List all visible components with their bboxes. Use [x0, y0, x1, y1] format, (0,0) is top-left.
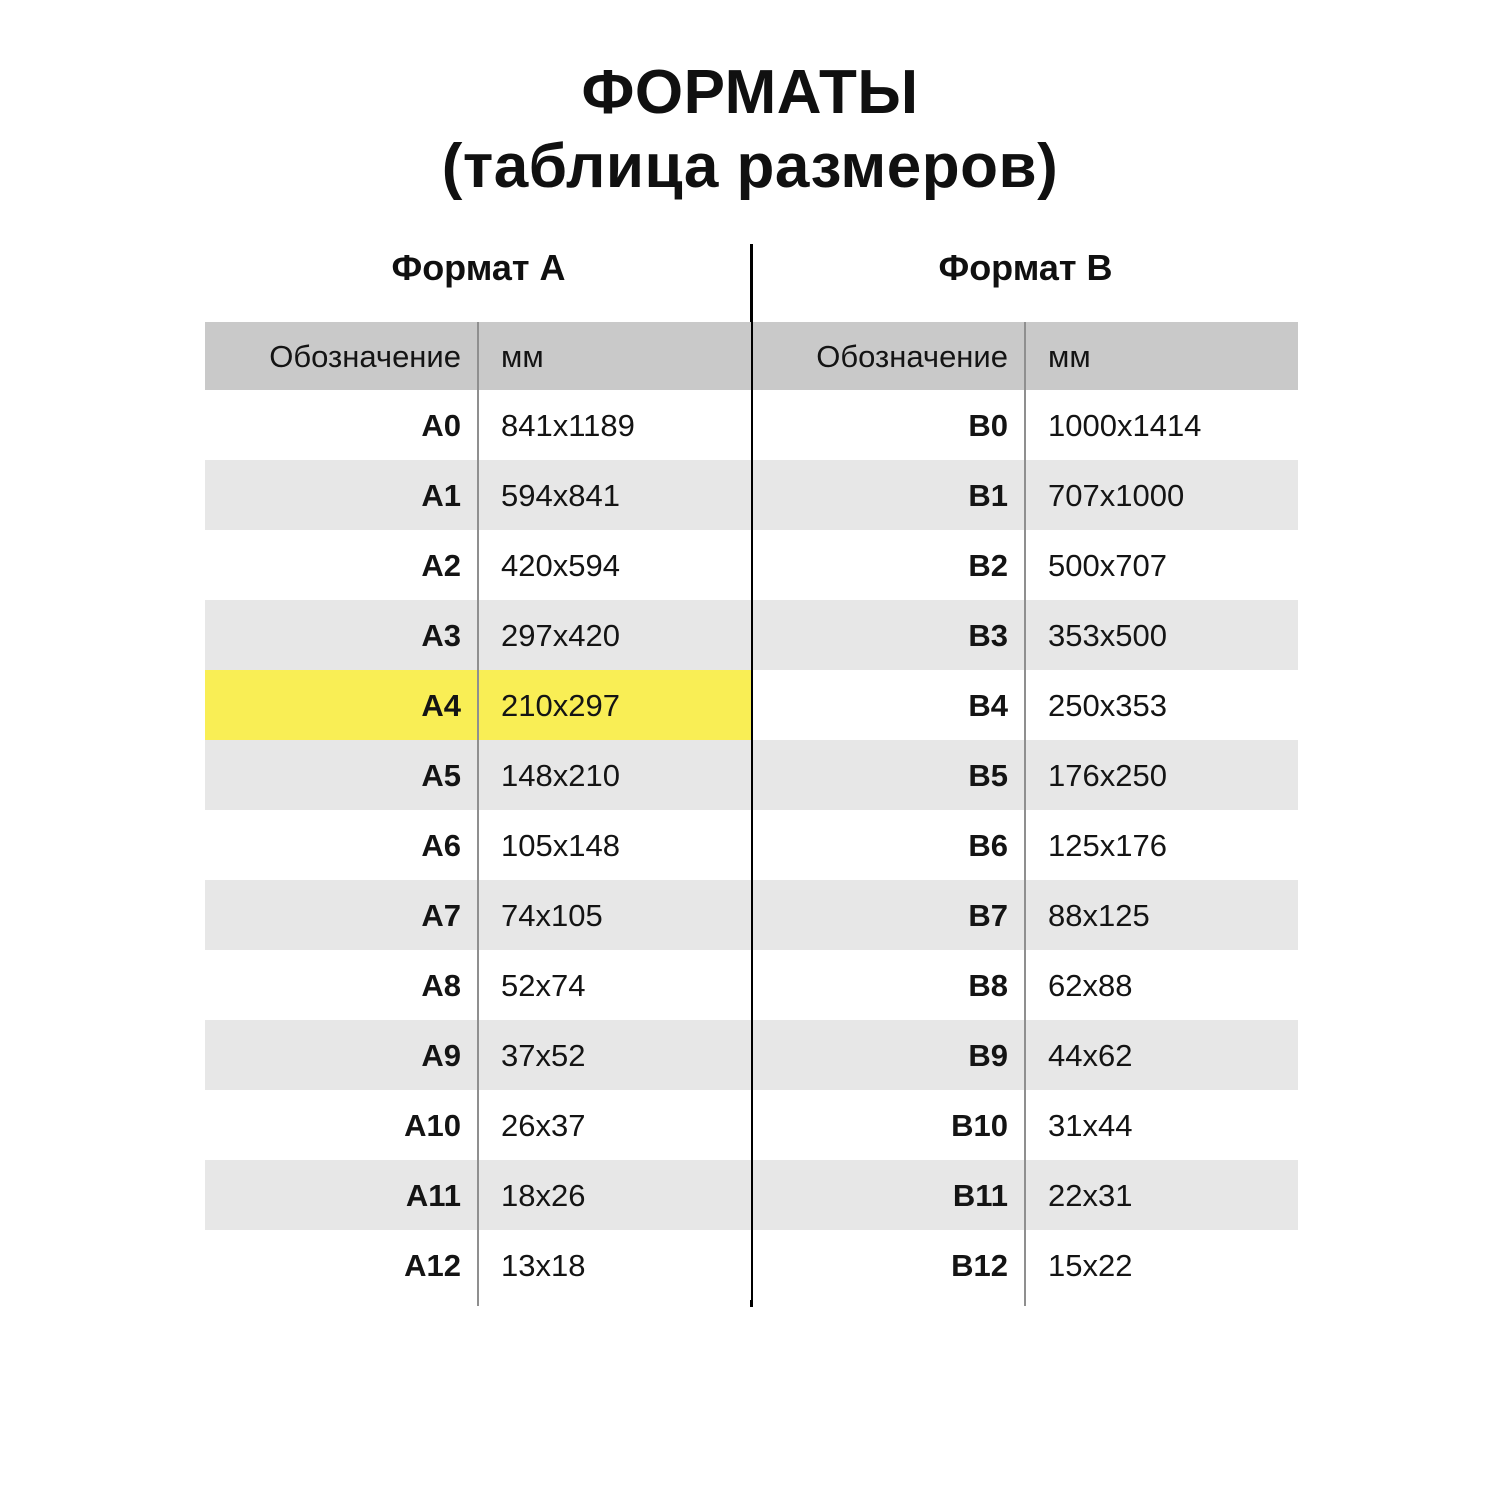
format-designation: B6 [968, 827, 1008, 863]
format-size-mm: 15x22 [1048, 1247, 1133, 1283]
format-designation: A7 [421, 897, 461, 933]
format-size-mm: 88x125 [1048, 897, 1150, 933]
format-designation: A4 [421, 687, 461, 723]
format-size-mm: 1000x1414 [1048, 407, 1202, 443]
format-size-mm: 31x44 [1048, 1107, 1133, 1143]
format-size-mm: 26x37 [501, 1107, 586, 1143]
format-designation: B0 [968, 407, 1008, 443]
format-designation: A8 [421, 967, 461, 1003]
format-designation: A2 [421, 547, 461, 583]
format-size-mm: 18x26 [501, 1177, 586, 1213]
format-size-mm: 210x297 [501, 687, 620, 723]
format-size-mm: 44x62 [1048, 1037, 1133, 1073]
format-size-mm: 22x31 [1048, 1177, 1133, 1213]
format-designation: B10 [951, 1107, 1008, 1143]
mm-column-header: мм [501, 338, 544, 374]
format-designation: B2 [968, 547, 1008, 583]
format-designation: B7 [968, 897, 1008, 933]
format-size-mm: 297x420 [501, 617, 620, 653]
format-size-mm: 105x148 [501, 827, 620, 863]
format-size-mm: 13x18 [501, 1247, 586, 1283]
format-designation: B9 [968, 1037, 1008, 1073]
format-size-mm: 62x88 [1048, 967, 1133, 1003]
format-designation: B4 [968, 687, 1008, 723]
format-designation: B3 [968, 617, 1008, 653]
format-b-heading: Формат B [938, 247, 1113, 288]
page-title [0, 56, 1500, 204]
title-line-1: ФОРМАТЫ [581, 58, 919, 127]
format-designation: A12 [404, 1247, 461, 1283]
format-b-column-divider-line [1024, 322, 1026, 1306]
format-size-mm: 841x1189 [501, 407, 635, 443]
format-designation: A1 [421, 477, 461, 513]
format-designation: B8 [968, 967, 1008, 1003]
format-designation: A3 [421, 617, 461, 653]
format-designation: A10 [404, 1107, 461, 1143]
mm-column-header: мм [1048, 338, 1091, 374]
format-designation: A11 [405, 1177, 461, 1213]
title-line-2: (таблица размеров) [441, 132, 1059, 201]
format-designation: A0 [421, 407, 461, 443]
designation-column-header: Обозначение [269, 338, 461, 374]
format-size-mm: 707x1000 [1048, 477, 1185, 513]
format-size-mm: 74x105 [501, 897, 603, 933]
format-a-column-divider-line [477, 322, 479, 1306]
format-designation: A9 [421, 1037, 461, 1073]
format-designation: A5 [421, 757, 461, 793]
format-size-mm: 37x52 [501, 1037, 586, 1073]
format-designation: B5 [968, 757, 1008, 793]
designation-column-header: Обозначение [816, 338, 1008, 374]
format-designation: A6 [421, 827, 461, 863]
format-size-mm: 125x176 [1048, 827, 1167, 863]
format-size-mm: 500x707 [1048, 547, 1167, 583]
format-designation: B1 [968, 477, 1008, 513]
format-a-heading: Формат А [391, 247, 566, 288]
format-size-mm: 420x594 [501, 547, 620, 583]
format-size-mm: 250x353 [1048, 687, 1167, 723]
format-size-mm: 176x250 [1048, 757, 1167, 793]
format-size-mm: 353x500 [1048, 617, 1167, 653]
format-size-mm: 594x841 [501, 477, 620, 513]
format-designation: B12 [951, 1247, 1008, 1283]
format-designation: B11 [952, 1177, 1008, 1213]
format-size-mm: 148x210 [501, 757, 620, 793]
format-size-mm: 52x74 [501, 967, 586, 1003]
